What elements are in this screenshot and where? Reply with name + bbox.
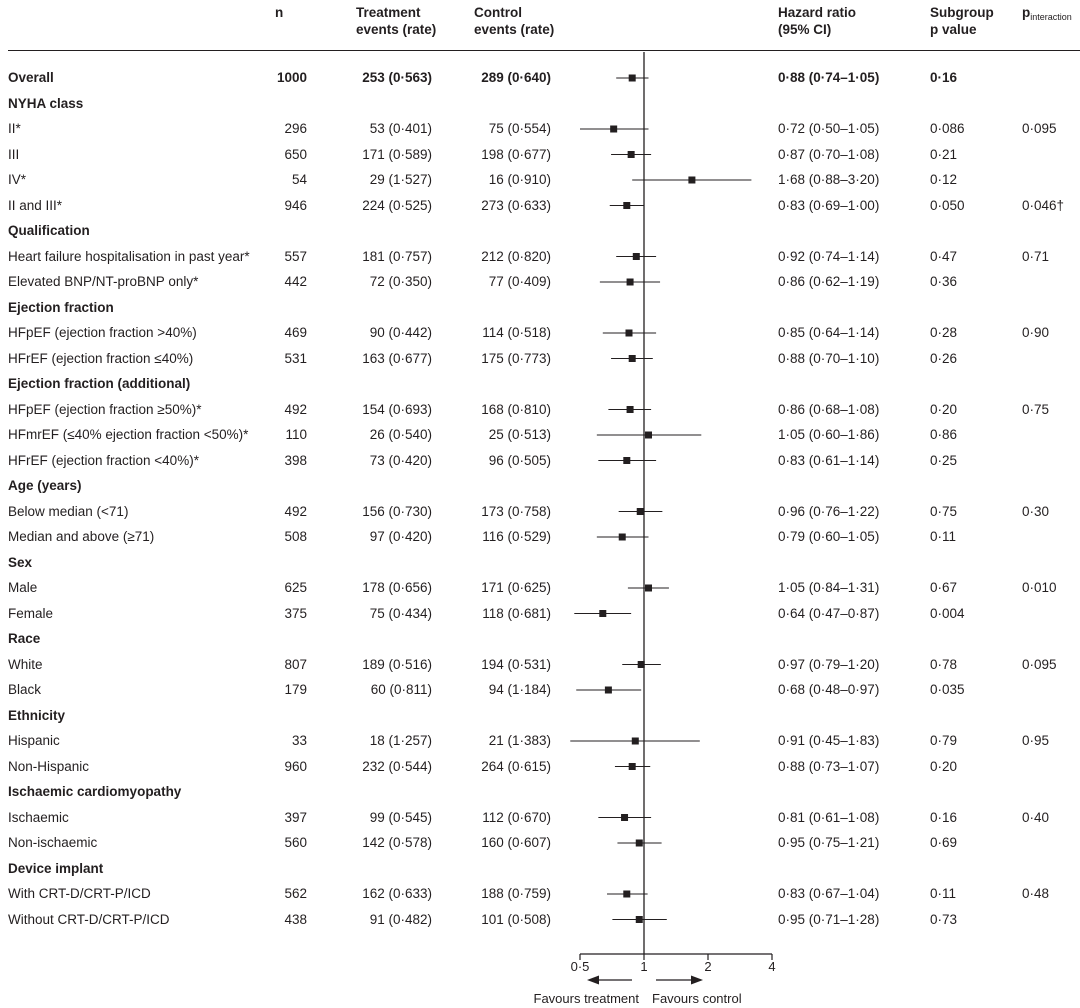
row-n: 562: [284, 886, 307, 901]
row-subgroup-p: 0·47: [930, 249, 958, 264]
row-treatment: 156 (0·730): [362, 504, 432, 519]
row-n: 807: [284, 657, 307, 672]
row-hazard-ratio: 0·91 (0·45–1·83): [778, 733, 880, 748]
group-header-label: Ejection fraction (additional): [8, 376, 191, 391]
header-p-interaction-sub: interaction: [1030, 12, 1072, 22]
row-n: 508: [284, 529, 307, 544]
row-treatment: 178 (0·656): [362, 580, 432, 595]
row-p-interaction: 0·095: [1022, 657, 1057, 672]
row-n: 557: [284, 249, 307, 264]
row-treatment: 60 (0·811): [370, 682, 432, 697]
group-header-label: Race: [8, 631, 41, 646]
row-treatment: 26 (0·540): [369, 427, 432, 442]
row-hazard-ratio: 0·97 (0·79–1·20): [778, 657, 880, 672]
row-label: Hispanic: [8, 733, 60, 748]
row-control: 116 (0·529): [482, 529, 551, 544]
row-label: Black: [8, 682, 42, 697]
row-hazard-ratio: 0·86 (0·68–1·08): [778, 402, 880, 417]
row-hazard-ratio: 1·05 (0·84–1·31): [778, 580, 880, 595]
point-estimate: [645, 432, 652, 439]
row-n: 442: [284, 274, 307, 289]
row-subgroup-p: 0·36: [930, 274, 958, 289]
row-label: IV*: [8, 172, 27, 187]
row-hazard-ratio: 0·64 (0·47–0·87): [778, 606, 880, 621]
row-label: Ischaemic: [8, 810, 69, 825]
row-hazard-ratio: 1·05 (0·60–1·86): [778, 427, 880, 442]
row-p-interaction: 0·046†: [1022, 198, 1065, 213]
group-header-label: Sex: [8, 555, 33, 570]
point-estimate: [627, 279, 634, 286]
favours-treatment-arrow-head: [587, 976, 599, 985]
point-estimate: [627, 406, 634, 413]
row-treatment: 154 (0·693): [362, 402, 432, 417]
row-control: 77 (0·409): [488, 274, 551, 289]
row-p-interaction: 0·095: [1022, 121, 1057, 136]
row-n: 179: [284, 682, 307, 697]
row-hazard-ratio: 0·72 (0·50–1·05): [778, 121, 880, 136]
row-label: Overall: [8, 70, 54, 85]
row-hazard-ratio: 0·83 (0·69–1·00): [778, 198, 880, 213]
row-control: 101 (0·508): [481, 912, 551, 927]
row-subgroup-p: 0·21: [930, 147, 958, 162]
row-control: 160 (0·607): [481, 835, 551, 850]
row-control: 168 (0·810): [481, 402, 551, 417]
row-subgroup-p: 0·25: [930, 453, 958, 468]
row-treatment: 75 (0·434): [369, 606, 432, 621]
favours-control-label: Favours control: [652, 991, 742, 1006]
row-control: 118 (0·681): [482, 606, 551, 621]
row-label: Non-ischaemic: [8, 835, 98, 850]
row-p-interaction: 0·75: [1022, 402, 1050, 417]
row-subgroup-p: 0·16: [930, 70, 958, 85]
row-control: 75 (0·554): [488, 121, 551, 136]
row-subgroup-p: 0·73: [930, 912, 958, 927]
row-n: 531: [284, 351, 307, 366]
point-estimate: [599, 610, 606, 617]
row-p-interaction: 0·010: [1022, 580, 1057, 595]
row-n: 438: [284, 912, 307, 927]
group-header-label: NYHA class: [8, 96, 84, 111]
row-label: II*: [8, 121, 21, 136]
x-tick-label: 0·5: [570, 959, 590, 974]
header-subgroup-p-line1: Subgroup: [930, 5, 994, 20]
plot-marks: [534, 52, 776, 1006]
group-header-label: Ischaemic cardiomyopathy: [8, 784, 182, 799]
row-hazard-ratio: 0·88 (0·74–1·05): [778, 70, 880, 85]
row-control: 198 (0·677): [481, 147, 551, 162]
row-treatment: 99 (0·545): [369, 810, 432, 825]
row-control: 16 (0·910): [488, 172, 551, 187]
row-treatment: 189 (0·516): [362, 657, 432, 672]
row-subgroup-p: 0·086: [930, 121, 965, 136]
row-n: 110: [285, 427, 307, 442]
point-estimate: [625, 330, 632, 337]
row-n: 33: [291, 733, 307, 748]
row-subgroup-p: 0·035: [930, 682, 965, 697]
row-n: 625: [284, 580, 307, 595]
row-hazard-ratio: 0·88 (0·70–1·10): [778, 351, 880, 366]
row-n: 397: [284, 810, 307, 825]
row-label: Heart failure hospitalisation in past year*: [8, 249, 250, 264]
row-label: Median and above (≥71): [8, 529, 155, 544]
group-header-label: Age (years): [8, 478, 82, 493]
row-p-interaction: 0·95: [1022, 733, 1050, 748]
favours-control-arrow-head: [691, 976, 703, 985]
row-n: 398: [284, 453, 307, 468]
row-n: 375: [284, 606, 307, 621]
row-treatment: 253 (0·563): [362, 70, 432, 85]
row-control: 175 (0·773): [481, 351, 551, 366]
row-hazard-ratio: 0·86 (0·62–1·19): [778, 274, 880, 289]
point-estimate: [623, 202, 630, 209]
row-control: 289 (0·640): [481, 70, 551, 85]
row-hazard-ratio: 0·83 (0·67–1·04): [778, 886, 880, 901]
row-p-interaction: 0·71: [1022, 249, 1050, 264]
header-n: n: [275, 5, 284, 20]
row-subgroup-p: 0·050: [930, 198, 965, 213]
row-control: 173 (0·758): [481, 504, 551, 519]
row-treatment: 224 (0·525): [362, 198, 432, 213]
row-label: HFrEF (ejection fraction <40%)*: [8, 453, 199, 468]
row-treatment: 97 (0·420): [369, 529, 432, 544]
row-p-interaction: 0·30: [1022, 504, 1050, 519]
header-p-interaction-main: p: [1022, 5, 1031, 20]
row-treatment: 73 (0·420): [369, 453, 432, 468]
header-treatment-line2: events (rate): [356, 22, 437, 37]
point-estimate: [638, 661, 645, 668]
row-subgroup-p: 0·78: [930, 657, 958, 672]
row-n: 650: [284, 147, 307, 162]
row-subgroup-p: 0·26: [930, 351, 958, 366]
row-subgroup-p: 0·004: [930, 606, 965, 621]
row-subgroup-p: 0·20: [930, 759, 958, 774]
row-treatment: 91 (0·482): [369, 912, 432, 927]
point-estimate: [645, 585, 652, 592]
row-n: 296: [284, 121, 307, 136]
row-subgroup-p: 0·86: [930, 427, 958, 442]
row-n: 469: [284, 325, 307, 340]
row-subgroup-p: 0·16: [930, 810, 958, 825]
row-label: With CRT-D/CRT-P/ICD: [8, 886, 151, 901]
row-hazard-ratio: 0·83 (0·61–1·14): [778, 453, 880, 468]
row-subgroup-p: 0·11: [930, 529, 957, 544]
point-estimate: [636, 916, 643, 923]
point-estimate: [621, 814, 628, 821]
row-hazard-ratio: 0·92 (0·74–1·14): [778, 249, 880, 264]
row-label: HFmrEF (≤40% ejection fraction <50%)*: [8, 427, 249, 442]
point-estimate: [628, 151, 635, 158]
row-n: 492: [284, 402, 307, 417]
row-treatment: 163 (0·677): [362, 351, 432, 366]
point-estimate: [637, 508, 644, 515]
row-subgroup-p: 0·79: [930, 733, 958, 748]
row-control: 264 (0·615): [481, 759, 551, 774]
row-label: III: [8, 147, 20, 162]
row-label: HFrEF (ejection fraction ≤40%): [8, 351, 194, 366]
row-control: 188 (0·759): [481, 886, 551, 901]
point-estimate: [619, 534, 626, 541]
row-control: 21 (1·383): [488, 733, 551, 748]
favours-treatment-label: Favours treatment: [533, 991, 639, 1006]
row-subgroup-p: 0·11: [930, 886, 957, 901]
row-n: 492: [284, 504, 307, 519]
point-estimate: [636, 840, 643, 847]
row-subgroup-p: 0·75: [930, 504, 958, 519]
row-label: HFpEF (ejection fraction ≥50%)*: [8, 402, 202, 417]
group-header-label: Device implant: [8, 861, 104, 876]
row-label: II and III*: [8, 198, 63, 213]
row-control: 96 (0·505): [488, 453, 551, 468]
x-tick-label: 1: [640, 959, 648, 974]
row-p-interaction: 0·90: [1022, 325, 1050, 340]
row-treatment: 162 (0·633): [362, 886, 432, 901]
row-control: 273 (0·633): [481, 198, 551, 213]
header-control-line2: events (rate): [474, 22, 555, 37]
row-control: 114 (0·518): [482, 325, 551, 340]
x-tick-label: 4: [768, 959, 776, 974]
row-treatment: 29 (1·527): [369, 172, 432, 187]
row-subgroup-p: 0·28: [930, 325, 958, 340]
row-treatment: 72 (0·350): [369, 274, 432, 289]
row-label: Non-Hispanic: [8, 759, 90, 774]
row-hazard-ratio: 0·95 (0·71–1·28): [778, 912, 880, 927]
row-subgroup-p: 0·12: [930, 172, 958, 187]
header-hazard-ratio-line2: (95% CI): [778, 22, 832, 37]
row-hazard-ratio: 1·68 (0·88–3·20): [778, 172, 880, 187]
point-estimate: [623, 457, 630, 464]
row-hazard-ratio: 0·88 (0·73–1·07): [778, 759, 880, 774]
point-estimate: [688, 177, 695, 184]
row-label: HFpEF (ejection fraction >40%): [8, 325, 197, 340]
row-p-interaction: 0·40: [1022, 810, 1050, 825]
row-subgroup-p: 0·20: [930, 402, 958, 417]
row-n: 54: [291, 172, 307, 187]
header-treatment-line1: Treatment: [356, 5, 421, 20]
row-subgroup-p: 0·69: [930, 835, 958, 850]
group-header-label: Ejection fraction: [8, 300, 114, 315]
row-n: 560: [284, 835, 307, 850]
row-label: Below median (<71): [8, 504, 129, 519]
header-hazard-ratio-line1: Hazard ratio: [778, 5, 857, 20]
row-hazard-ratio: 0·68 (0·48–0·97): [778, 682, 880, 697]
row-hazard-ratio: 0·81 (0·61–1·08): [778, 810, 880, 825]
point-estimate: [633, 253, 640, 260]
point-estimate: [629, 355, 636, 362]
row-control: 25 (0·513): [488, 427, 551, 442]
row-hazard-ratio: 0·79 (0·60–1·05): [778, 529, 880, 544]
row-p-interaction: 0·48: [1022, 886, 1050, 901]
point-estimate: [605, 687, 612, 694]
row-treatment: 232 (0·544): [362, 759, 432, 774]
row-control: 194 (0·531): [481, 657, 551, 672]
row-label: White: [8, 657, 43, 672]
point-estimate: [623, 891, 630, 898]
header-subgroup-p-line2: p value: [930, 22, 977, 37]
row-treatment: 18 (1·257): [369, 733, 432, 748]
x-tick-label: 2: [704, 959, 712, 974]
row-treatment: 53 (0·401): [369, 121, 432, 136]
row-control: 112 (0·670): [482, 810, 551, 825]
point-estimate: [610, 126, 617, 133]
row-hazard-ratio: 0·95 (0·75–1·21): [778, 835, 880, 850]
point-estimate: [632, 738, 639, 745]
point-estimate: [629, 763, 636, 770]
row-subgroup-p: 0·67: [930, 580, 958, 595]
group-header-label: Qualification: [8, 223, 90, 238]
row-treatment: 142 (0·578): [362, 835, 432, 850]
row-label: Female: [8, 606, 54, 621]
row-label: Without CRT-D/CRT-P/ICD: [8, 912, 170, 927]
row-label: Male: [8, 580, 38, 595]
point-estimate: [629, 75, 636, 82]
row-treatment: 181 (0·757): [362, 249, 432, 264]
group-header-label: Ethnicity: [8, 708, 66, 723]
row-treatment: 90 (0·442): [369, 325, 432, 340]
row-n: 946: [284, 198, 307, 213]
row-control: 212 (0·820): [481, 249, 551, 264]
row-control: 94 (1·184): [488, 682, 551, 697]
header-control-line1: Control: [474, 5, 522, 20]
row-n: 960: [284, 759, 307, 774]
row-hazard-ratio: 0·85 (0·64–1·14): [778, 325, 880, 340]
row-hazard-ratio: 0·96 (0·76–1·22): [778, 504, 880, 519]
row-label: Elevated BNP/NT-proBNP only*: [8, 274, 199, 289]
row-control: 171 (0·625): [481, 580, 551, 595]
row-n: 1000: [276, 70, 307, 85]
row-hazard-ratio: 0·87 (0·70–1·08): [778, 147, 880, 162]
row-treatment: 171 (0·589): [362, 147, 432, 162]
